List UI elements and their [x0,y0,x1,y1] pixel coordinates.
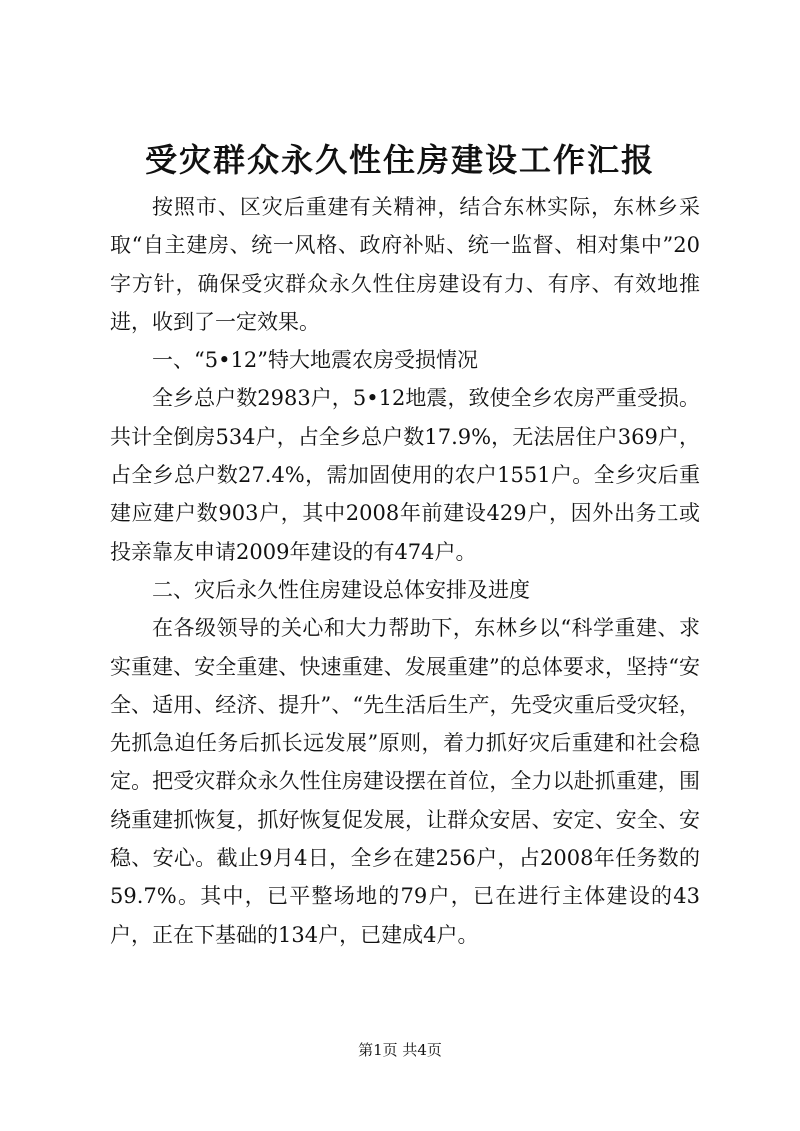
paragraph-damage: 全乡总户数2983户，5•12地震，致使全乡农房严重受损。共计全倒房534户，占全乡总户数17.9%，无法居住户369户，占全乡总户数27.4%，需加固使用的农户1551户。全乡灾后重建应建户数903户，其中2008年前建设429户，因外出务工或投亲靠友申请2009年建设的有474户。 [110,386,700,564]
document-title: 受灾群众永久性住房建设工作汇报 [144,141,655,179]
section-heading-damage: 一、“5•12”特大地震农房受损情况 [152,348,478,373]
document-body [110,188,700,954]
paragraph-intro: 按照市、区灾后重建有关精神，结合东林实际，东林乡采取“自主建房、统一风格、政府补贴、统一监督、相对集中”20字方针，确保受灾群众永久性住房建设有力、有序、有效地推进，收到了一定效果。 [110,195,700,334]
paragraph-progress: 在各级领导的关心和大力帮助下，东林乡以“科学重建、求实重建、安全重建、快速重建、发展重建”的总体要求，坚持“安全、适用、经济、提升”、“先生活后生产，先受灾重后受灾轻，先抓急迫任务后抓长远发展”原则，着力抓好灾后重建和社会稳定。把受灾群众永久性住房建设摆在首位，全力以赴抓重建，围绕重建抓恢复，抓好恢复促发展，让群众安居、安定、安全、安稳、安心。截止9月4日，全乡在建256户，占2008年任务数的59.7%。其中，已平整场地的79户，已在进行主体建设的43户，正在下基础的134户，已建成4户。 [110,616,700,947]
page-footer: 第1页 共4页 [358,1041,442,1059]
section-heading-progress: 二、灾后永久性住房建设总体安排及进度 [152,577,530,602]
